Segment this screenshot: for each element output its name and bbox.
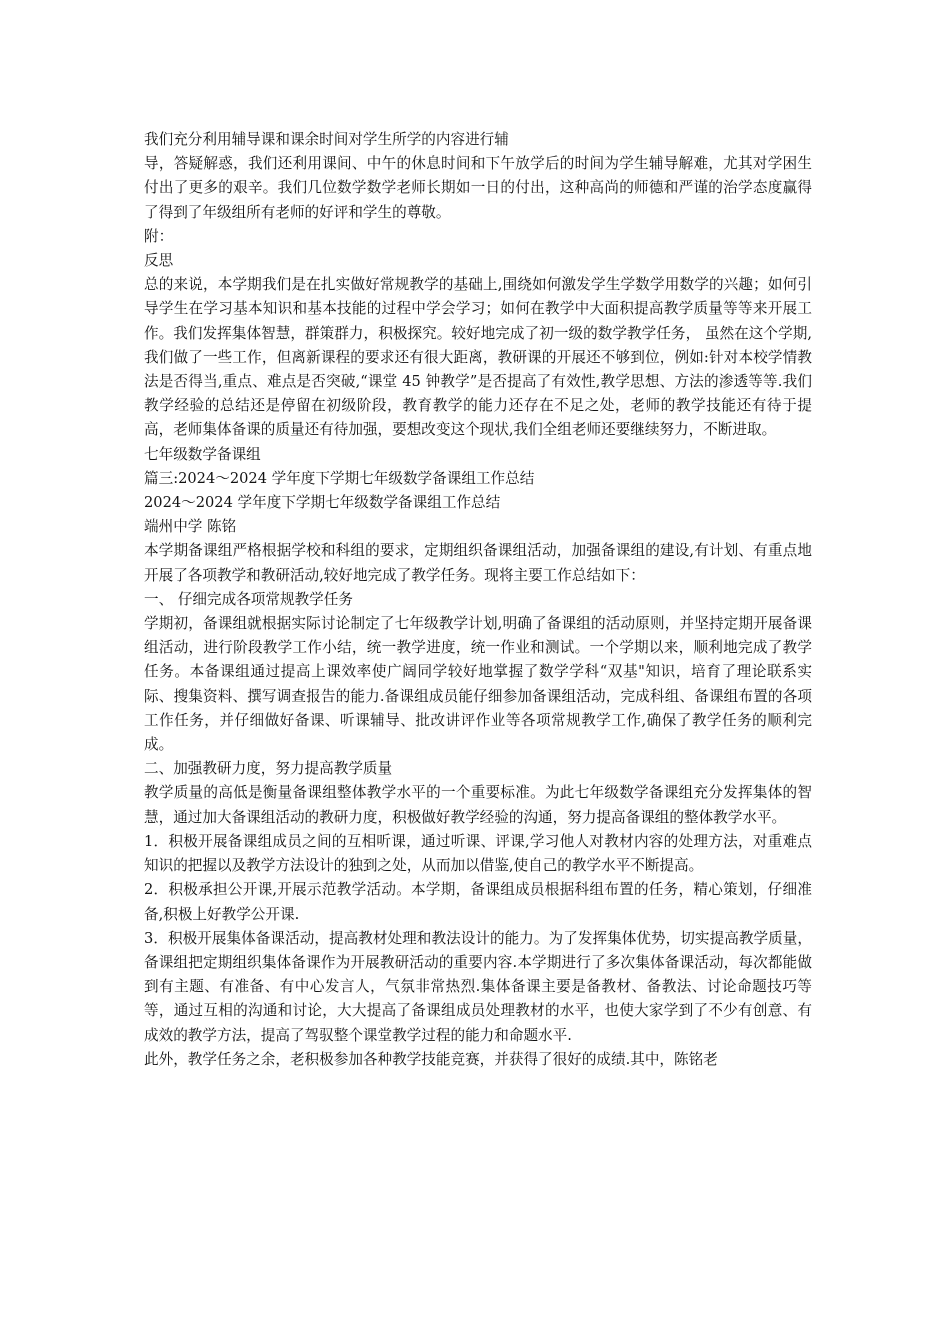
paragraph: 导，答疑解惑，我们还利用课间、中午的休息时间和下午放学后的时间为学生辅导解难，尤其对学困生付出了更多的艰辛。我们几位数学数学老师长期如一日的付出，这种高尚的师德和严谨的治学态度赢得了得到了年级组所有老师的好评和学生的尊敬。: [144, 155, 812, 221]
paragraph: 总的来说，本学期我们是在扎实做好常规教学的基础上,围绕如何激发学生学数学用数学的兴趣；如何引导学生在学习基本知识和基本技能的过程中学会学习；如何在教学中大面积提高教学质量等等来开展工作。我们发挥集体智慧，群策群力，积极探究。较好地完成了初一级的数学教学任务， 虽然在这个学期,我们做了一些工作，但离新课程的要求还有很大距离，教研课的开展还不够到位，例如:针对本校学情教法是否得当,重点、难点是否突破,“课堂 45 钟教学”是否提高了有效性,教学思想、方法的渗透等等.我们教学经验的总结还是停留在初级阶段，教育教学的能力还存在不足之处，老师的教学技能还有待于提高，老师集体备课的质量还有待加强，要想改变这个现状,我们全组老师还要继续努力，不断进取。: [144, 276, 812, 439]
signature-line: 七年级数学备课组: [144, 445, 261, 463]
paragraph: 此外，教学任务之余，老积极参加各种教学技能竞赛，并获得了很好的成绩.其中，陈铭老: [144, 1050, 718, 1068]
paragraph: 我们充分利用辅导课和课余时间对学生所学的内容进行辅: [144, 131, 509, 148]
paragraph: 学期初，备课组就根据实际讨论制定了七年级教学计划,明确了备课组的活动原则，并坚持定期开展备课组活动，进行阶段教学工作小结，统一教学进度，统一作业和测试。一个学期以来，顺利地完成了教学任务。本备课组通过提高上课效率使广阔同学较好地掌握了数学学科“双基"知识，培育了理论联系实际、搜集资料、撰写调查报告的能力.备课组成员能仔细参加备课组活动，完成科组、备课组布置的各项工作任务，并仔细做好备课、听课辅导、批改讲评作业等各项常规教学工作,确保了教学任务的顺利完成。: [144, 615, 812, 754]
section-heading: 反思: [144, 252, 174, 270]
document-body: [144, 128, 812, 1072]
author-line: 端州中学 陈铭: [144, 518, 237, 536]
document-heading: 篇三:2024～2024 学年度下学期七年级数学备课组工作总结: [144, 469, 535, 487]
list-item: 2．积极承担公开课,开展示范教学活动。本学期，备课组成员根据科组布置的任务，精心策划，仔细准备,积极上好教学公开课.: [144, 881, 812, 923]
list-item: 3．积极开展集体备课活动，提高教材处理和教法设计的能力。为了发挥集体优势，切实提高教学质量，备课组把定期组织集体备课作为开展教研活动的重要内容.本学期进行了多次集体备课活动，每次都能做到有主题、有准备、有中心发言人，气氛非常热烈.集体备课主要是备教材、备教法、讨论命题技巧等等，通过互相的沟通和讨论，大大提高了备课组成员处理教材的水平，也使大家学到了不少有创意、有成效的教学方法，提高了驾驭整个课堂教学过程的能力和命题水平.: [144, 929, 812, 1044]
list-item: 1．积极开展备课组成员之间的互相听课，通过听课、评课,学习他人对教材内容的处理方法，对重难点知识的把握以及教学方法设计的独到之处，从而加以借鉴,使自己的教学水平不断提高。: [144, 832, 812, 875]
document-title: 2024～2024 学年度下学期七年级数学备课组工作总结: [144, 494, 501, 512]
section-heading: 二、加强教研力度，努力提高教学质量: [144, 760, 393, 778]
section-heading: 一、 仔细完成各项常规教学任务: [144, 590, 353, 608]
paragraph: 附：: [144, 227, 174, 245]
paragraph: 本学期备课组严格根据学校和科组的要求，定期组织备课组活动，加强备课组的建设,有计划、有重点地开展了各项教学和教研活动,较好地完成了教学任务。现将主要工作总结如下：: [144, 542, 812, 584]
paragraph: 教学质量的高低是衡量备课组整体教学水平的一个重要标准。为此七年级数学备课组充分发挥集体的智慧，通过加大备课组活动的教研力度，积极做好教学经验的沟通，努力提高备课组的整体教学水平。: [144, 784, 812, 826]
